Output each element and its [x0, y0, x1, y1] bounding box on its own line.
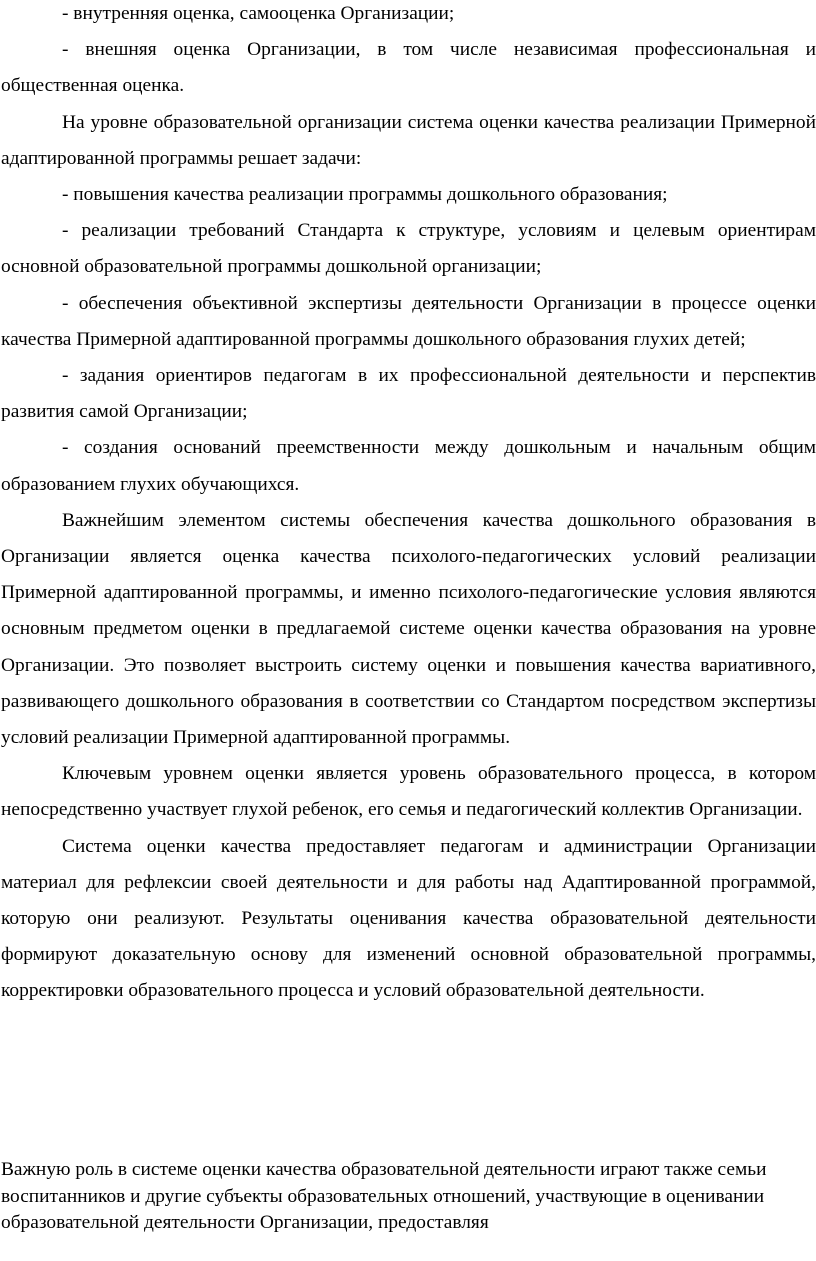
paragraph-task-standard: - реализации требований Стандарта к структуре, условиям и целевым ориентирам основной образовательной программы дошкольной организации; — [1, 220, 816, 278]
document-body — [1, 0, 816, 1010]
paragraph-task-quality: - повышения качества реализации программы дошкольного образования; — [62, 184, 668, 206]
paragraph-internal-assessment: - внутренняя оценка, самооценка Организации; — [62, 3, 455, 24]
paragraph-system-tasks: На уровне образовательной организации система оценки качества реализации Примерной адаптированной программы решает задачи: — [1, 111, 816, 169]
paragraph-task-expertise: - обеспечения объективной экспертизы деятельности Организации в процессе оценки качества Примерной адаптированной программы дошкольного образования глухих детей; — [1, 292, 816, 350]
paragraph-key-level: Ключевым уровнем оценки является уровень образовательного процесса, в котором непосредственно участвует глухой ребенок, его семья и педагогический коллектив Организации. — [1, 763, 816, 821]
paragraph-external-assessment: - внешняя оценка Организации, в том числе независимая профессиональная и общественная оценка. — [1, 39, 816, 97]
paragraph-key-element: Важнейшим элементом системы обеспечения качества дошкольного образования в Организации является оценка качества психолого-педагогических условий реализации Примерной адаптированной программы, и именно психолого-педагогические условия являются основным предметом оценки в предлагаемой системе оценки качества образования на уровне Организации. Это позволяет выстроить систему оценки и повышения качества вариативного, развивающего дошкольного образования в соответствии со Стандартом посредством экспертизы условий реализации Примерной адаптированной программы. — [1, 509, 816, 749]
paragraph-assessment-material: Система оценки качества предоставляет педагогам и администрации Организации материал для рефлексии своей деятельности и для работы над Адаптированной программой, которую они реализуют. Результаты оценивания качества образовательной деятельности формируют доказательную основу для изменений основной образовательной программы, корректировки образовательного процесса и условий образовательной деятельности. — [1, 835, 816, 1002]
paragraph-task-continuity: - создания оснований преемственности между дошкольным и начальным общим образованием глухих обучающихся. — [1, 437, 816, 495]
paragraph-task-orientation: - задания ориентиров педагогам в их профессиональной деятельности и перспектив развития самой Организации; — [1, 365, 816, 423]
paragraph-family-role: Важную роль в системе оценки качества образовательной деятельности играют также семьи воспитанников и другие субъекты образовательных отношений, участвующие в оценивании образовательной деятельности Организации, предоставляя — [1, 1159, 767, 1233]
